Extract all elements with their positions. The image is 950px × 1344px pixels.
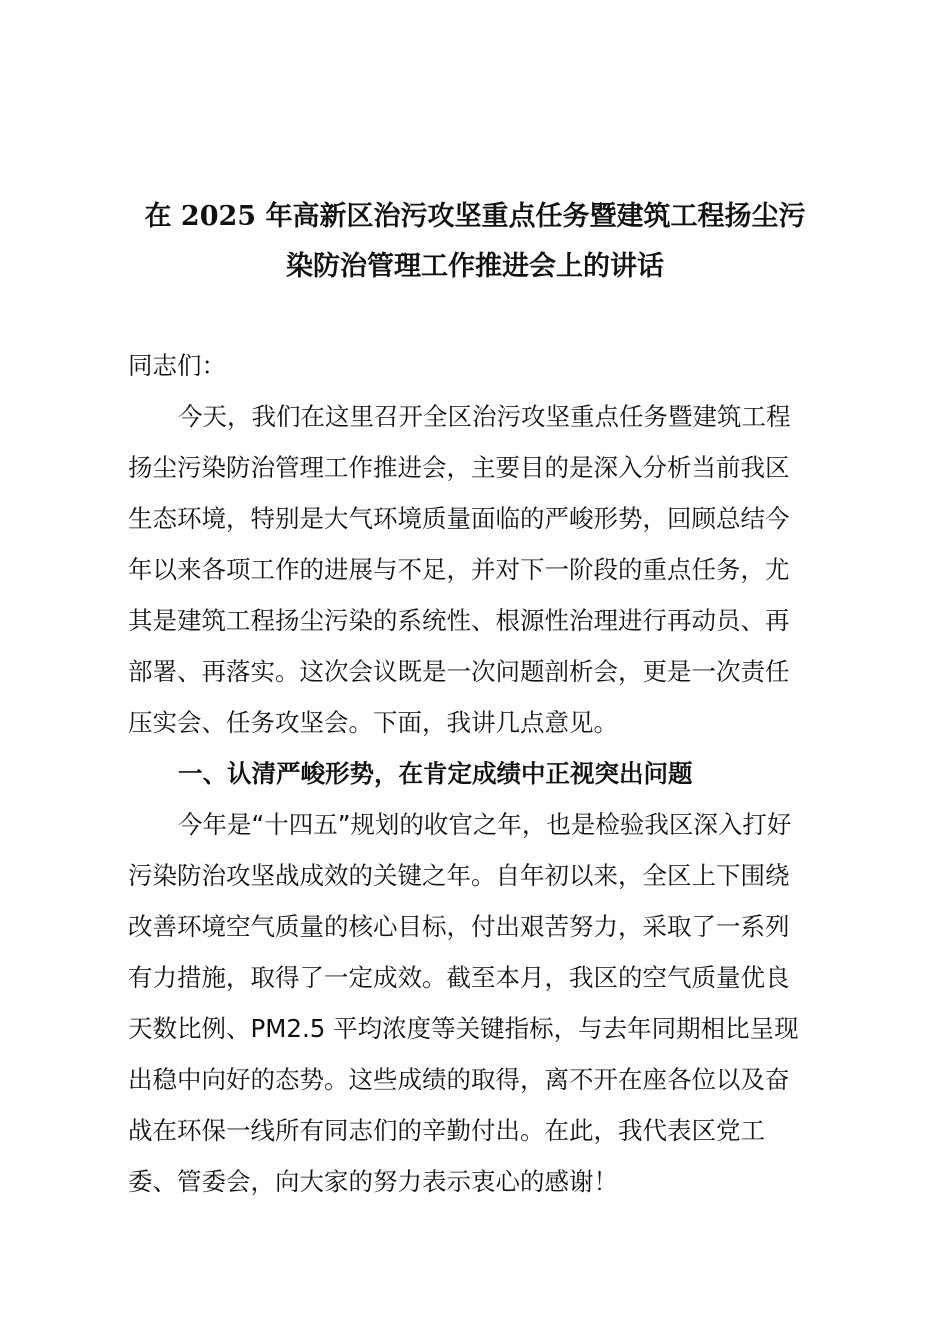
paragraph-1-line-3: 生态环境，特别是大气环境质量面临的严峻形势，回顾总结今 [128, 504, 790, 533]
paragraph-1-line-6: 部署、再落实。这次会议既是一次问题剖析会，更是一次责任 [128, 657, 790, 686]
paragraph-2-line-6: 出稳中向好的态势。这些成绩的取得，离不开在座各位以及奋 [128, 1065, 790, 1094]
paragraph-2-line-2: 污染防治攻坚战成效的关键之年。自年初以来，全区上下围绕 [128, 861, 790, 890]
paragraph-2-line-5: 天数比例、PM2.5 平均浓度等关键指标，与去年同期相比呈现 [128, 1014, 799, 1043]
paragraph-2-line-1: 今年是“十四五”规划的收官之年，也是检验我区深入打好 [178, 810, 792, 839]
paragraph-1-line-2: 扬尘污染防治管理工作推进会，主要目的是深入分析当前我区 [128, 453, 790, 482]
document-title-line-1: 在 2025 年高新区治污攻坚重点任务暨建筑工程扬尘污 [144, 201, 806, 232]
paragraph-2-line-4: 有力措施，取得了一定成效。截至本月，我区的空气质量优良 [128, 963, 790, 992]
paragraph-2-line-3: 改善环境空气质量的核心目标，付出艰苦努力，采取了一系列 [128, 912, 790, 941]
salutation: 同志们： [128, 351, 226, 380]
paragraph-1-line-1: 今天，我们在这里召开全区治污攻坚重点任务暨建筑工程 [178, 402, 791, 431]
paragraph-1-line-7: 压实会、任务攻坚会。下面，我讲几点意见。 [128, 708, 618, 737]
document-title-line-2: 染防治管理工作推进会上的讲话 [286, 251, 664, 282]
paragraph-2-line-8: 委、管委会，向大家的努力表示衷心的感谢！ [128, 1167, 618, 1196]
paragraph-1-line-4: 年以来各项工作的进展与不足，并对下一阶段的重点任务，尤 [128, 555, 790, 584]
paragraph-2-line-7: 战在环保一线所有同志们的辛勤付出。在此，我代表区党工 [128, 1116, 765, 1145]
section-heading-1: 一、认清严峻形势，在肯定成绩中正视突出问题 [178, 759, 693, 788]
paragraph-1-line-5: 其是建筑工程扬尘污染的系统性、根源性治理进行再动员、再 [128, 606, 790, 635]
